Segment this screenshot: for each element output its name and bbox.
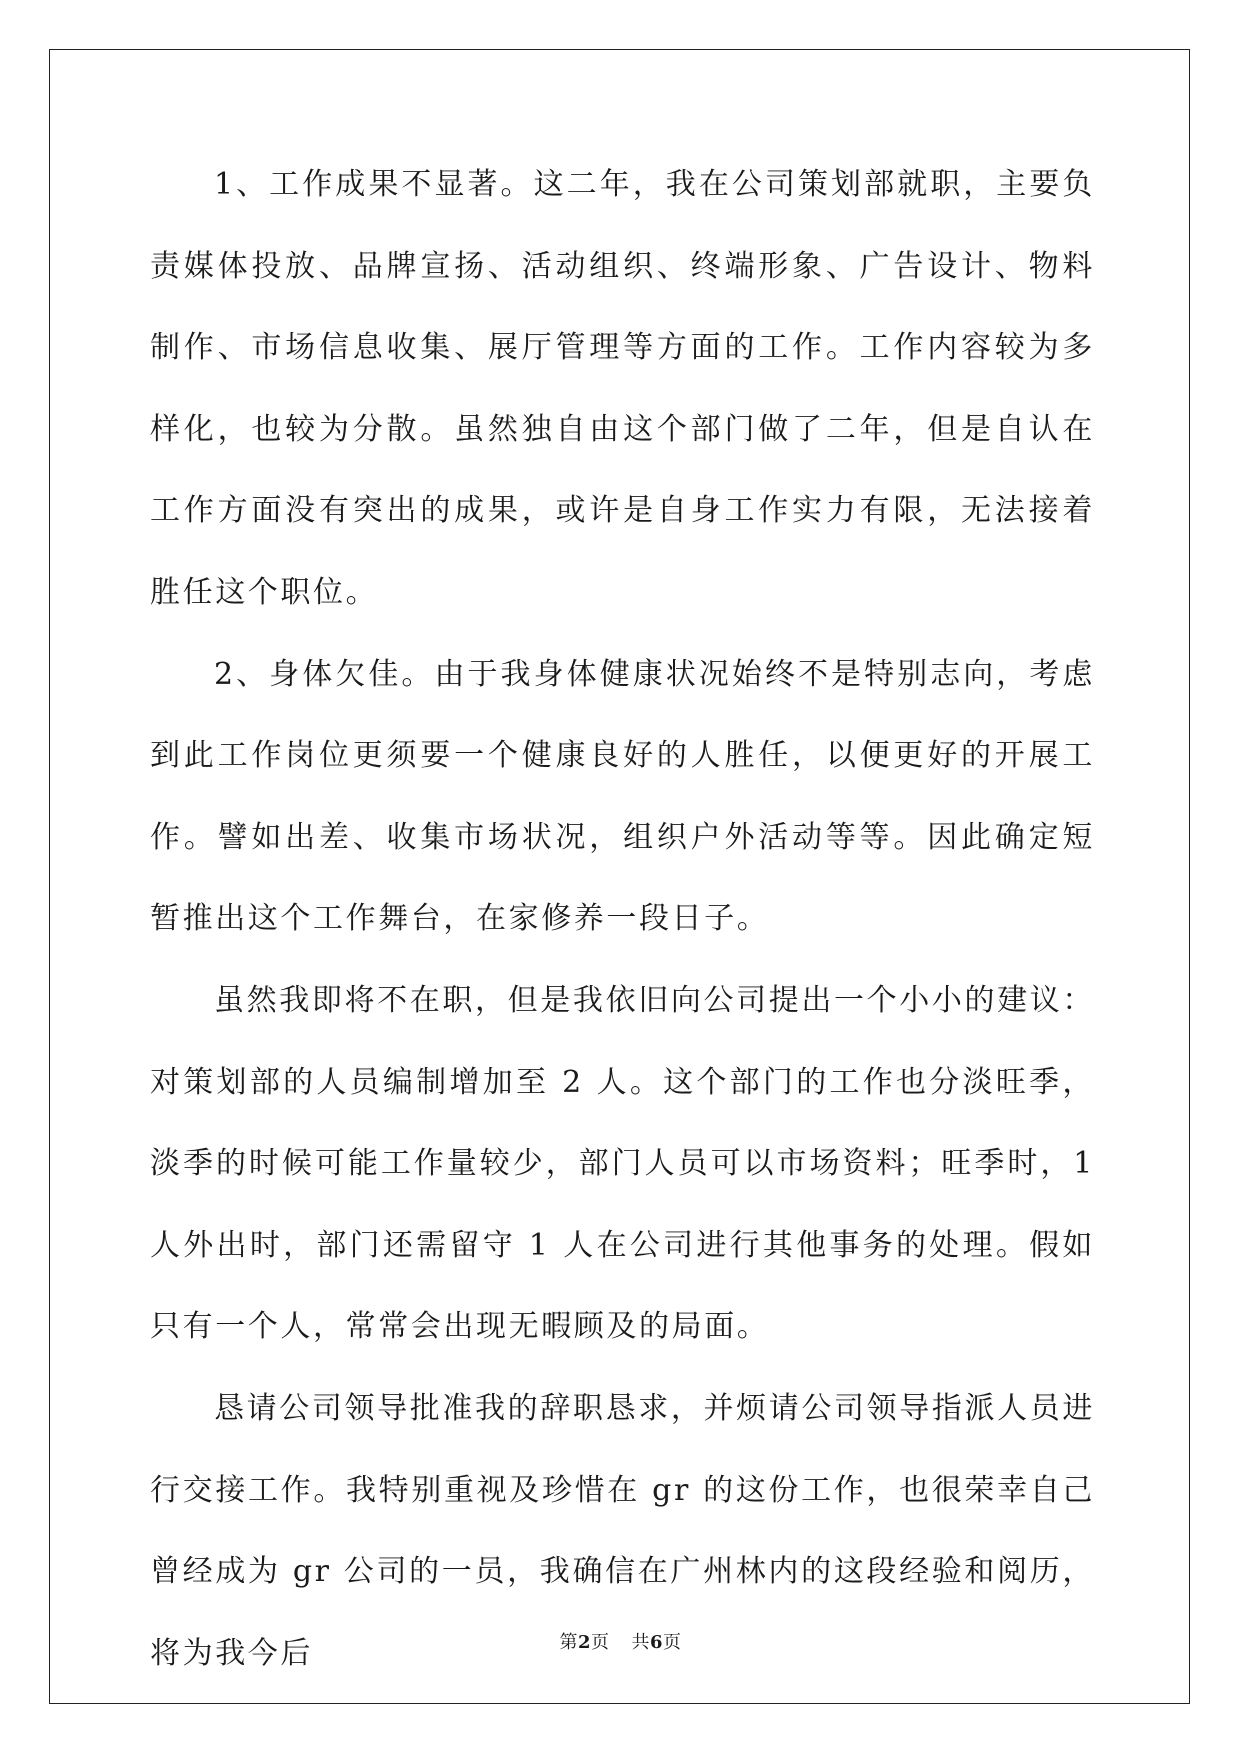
paragraph-2: 2、身体欠佳。由于我身体健康状况始终不是特别志向，考虑到此工作岗位更须要一个健康良好的人胜任，以便更好的开展工作。譬如出差、收集市场状况，组织户外活动等等。因此确定短暂推出这个工作舞台，在家修养一段日子。 (150, 656, 1095, 937)
paragraph-1: 1、工作成果不显著。这二年，我在公司策划部就职，主要负责媒体投放、品牌宣扬、活动组织、终端形象、广告设计、物料制作、市场信息收集、展厅管理等方面的工作。工作内容较为多样化，也较为分散。虽然独自由这个部门做了二年，但是自认在工作方面没有突出的成果，或许是自身工作实力有限，无法接着胜任这个职位。 (150, 167, 1095, 610)
paragraph-3: 虽然我即将不在职，但是我依旧向公司提出一个小小的建议：对策划部的人员编制增加至 2 人。这个部门的工作也分淡旺季，淡季的时候可能工作量较少，部门人员可以市场资料；旺季时，1 人外出时，部门还需留守 1 人在公司进行其他事务的处理。假如只有一个人，常常会出现无暇顾及的局面。 (150, 982, 1095, 1345)
total-prefix: 共 (631, 1632, 650, 1653)
paragraph-4: 恳请公司领导批准我的辞职恳求，并烦请公司领导指派人员进行交接工作。我特别重视及珍惜在 gr 的这份工作，也很荣幸自己曾经成为 gr 公司的一员，我确信在广州林内的这段经验和阅历，将为我今后 (150, 1390, 1095, 1671)
page-footer (0, 1628, 1241, 1654)
page-prefix: 第 (559, 1632, 578, 1653)
page-number: 2 (577, 1632, 591, 1653)
total-pages: 6 (650, 1632, 664, 1653)
page-suffix: 页 (591, 1632, 610, 1653)
document-body (150, 144, 1095, 1694)
total-suffix: 页 (663, 1632, 682, 1653)
